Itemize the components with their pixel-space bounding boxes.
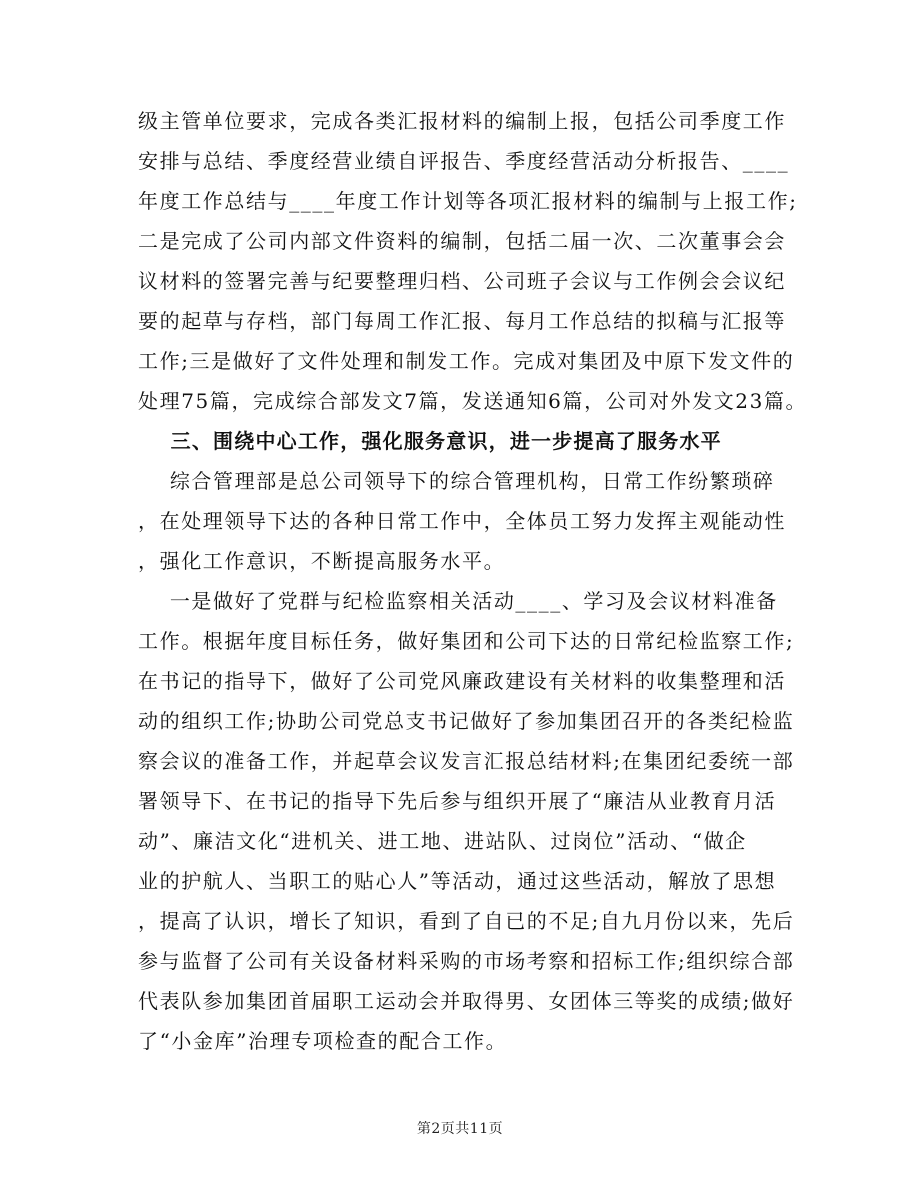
text-line: 要的起草与存档，部门每周工作汇报、每月工作总结的拟稿与汇报等 [138,309,786,333]
text-line: 处理75篇，完成综合部发文7篇，发送通知6篇，公司对外发文23篇。 [138,389,808,413]
text-line: ，强化工作意识，不断提高服务水平。 [138,549,506,573]
text-line: 察会议的准备工作，并起草会议发言汇报总结材料;在集团纪委统一部 [138,749,795,773]
text-line: 二是完成了公司内部文件资料的编制，包括二届一次、二次董事会会 [138,229,786,253]
text-line: 级主管单位要求，完成各类汇报材料的编制上报，包括公司季度工作 [138,109,786,133]
text-line: 动的组织工作;协助公司党总支书记做好了参加集团召开的各类纪检监 [138,709,795,733]
text-line: 业的护航人、当职工的贴心人”等活动，通过这些活动，解放了思想 [138,869,777,893]
text-line: 议材料的签署完善与纪要整理归档、公司班子会议与工作例会会议纪 [138,269,786,293]
section-heading: 三、围绕中心工作，强化服务意识，进一步提高了服务水平 [138,429,722,453]
text-line: ，提高了认识，增长了知识，看到了自已的不足;自九月份以来，先后 [138,909,795,933]
text-line: 年度工作总结与____年度工作计划等各项汇报材料的编制与上报工作; [138,189,798,213]
text-line: 在书记的指导下，做好了公司党风廉政建设有关材料的收集整理和活 [138,669,786,693]
document-body [138,101,808,1061]
text-line: 代表队参加集团首届职工运动会并取得男、女团体三等奖的成绩;做好 [138,989,795,1013]
text-line: ，在处理领导下达的各种日常工作中，全体员工努力发挥主观能动性 [138,509,786,533]
text-line: 了“小金库”治理专项检查的配合工作。 [138,1029,508,1053]
text-line: 工作。根据年度目标任务，做好集团和公司下达的日常纪检监察工作; [138,629,795,653]
text-line: 一是做好了党群与纪检监察相关活动____、学习及会议材料准备 [138,589,778,613]
text-line: 署领导下、在书记的指导下先后参与组织开展了“廉洁从业教育月活 [138,789,777,813]
page-number-footer: 第2页共11页 [416,1121,504,1137]
text-line: 安排与总结、季度经营业绩自评报告、季度经营活动分析报告、____ [138,149,790,173]
text-line: 工作;三是做好了文件处理和制发工作。完成对集团及中原下发文件的 [138,349,795,373]
text-line: 综合管理部是总公司领导下的综合管理机构，日常工作纷繁琐碎 [138,469,775,493]
text-line: 参与监督了公司有关设备材料采购的市场考察和招标工作;组织综合部 [138,949,795,973]
text-line: 动”、廉洁文化“进机关、进工地、进站队、过岗位”活动、“做企 [138,829,747,853]
